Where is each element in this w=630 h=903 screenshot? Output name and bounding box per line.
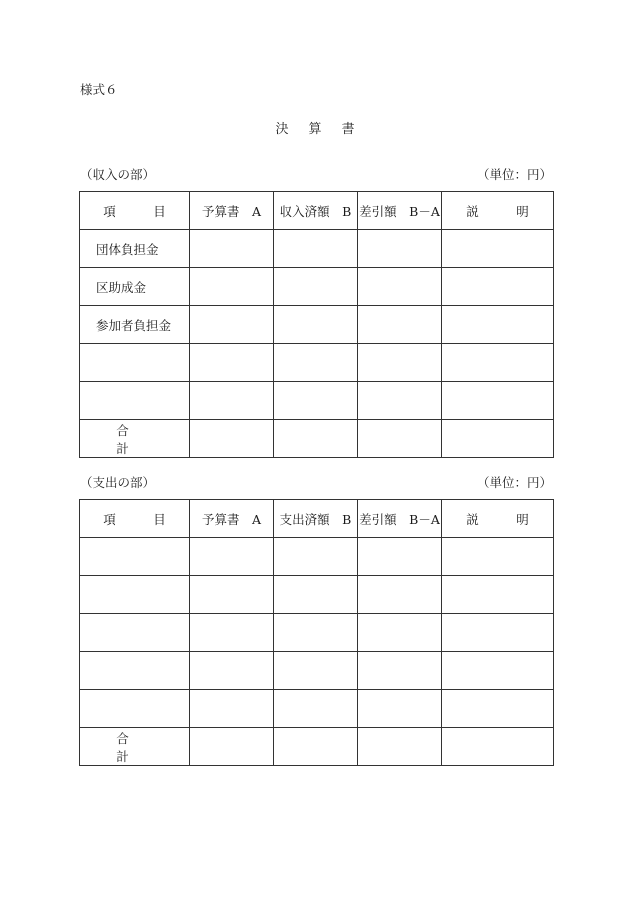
budget-cell[interactable]	[190, 690, 274, 728]
document-title: 決算書	[275, 122, 375, 137]
spent-cell[interactable]	[274, 576, 358, 614]
difference-cell[interactable]	[358, 268, 442, 306]
spent-cell[interactable]	[274, 690, 358, 728]
difference-cell[interactable]	[358, 690, 442, 728]
spent-total-cell[interactable]	[274, 728, 358, 766]
spent-cell[interactable]	[274, 652, 358, 690]
item-cell[interactable]	[80, 652, 190, 690]
budget-cell[interactable]	[190, 306, 274, 344]
budget-cell[interactable]	[190, 344, 274, 382]
item-cell[interactable]	[80, 576, 190, 614]
description-cell[interactable]	[442, 268, 554, 306]
difference-total-cell[interactable]	[358, 420, 442, 458]
item-cell[interactable]	[80, 614, 190, 652]
budget-cell[interactable]	[190, 268, 274, 306]
budget-total-cell[interactable]	[190, 420, 274, 458]
description-total-cell[interactable]	[442, 420, 554, 458]
item-cell[interactable]	[80, 382, 190, 420]
budget-total-cell[interactable]	[190, 728, 274, 766]
table-row	[80, 344, 554, 382]
table-row	[80, 230, 554, 268]
budget-cell[interactable]	[190, 230, 274, 268]
spent-cell[interactable]	[274, 614, 358, 652]
table-row	[80, 690, 554, 728]
table-row	[80, 576, 554, 614]
budget-cell[interactable]	[190, 652, 274, 690]
description-cell[interactable]	[442, 306, 554, 344]
description-cell[interactable]	[442, 344, 554, 382]
item-cell[interactable]	[80, 538, 190, 576]
income-header-row	[80, 192, 554, 230]
difference-cell[interactable]	[358, 652, 442, 690]
header-budget: 予算書 A	[190, 500, 274, 538]
difference-cell[interactable]	[358, 344, 442, 382]
header-item: 項 目	[80, 192, 190, 230]
description-cell[interactable]	[442, 652, 554, 690]
description-cell[interactable]	[442, 614, 554, 652]
difference-cell[interactable]	[358, 382, 442, 420]
received-cell[interactable]	[274, 382, 358, 420]
table-row	[80, 652, 554, 690]
income-table	[79, 191, 554, 458]
difference-total-cell[interactable]	[358, 728, 442, 766]
header-description: 説 明	[442, 192, 554, 230]
table-row	[80, 306, 554, 344]
description-cell[interactable]	[442, 382, 554, 420]
received-cell[interactable]	[274, 230, 358, 268]
budget-cell[interactable]	[190, 382, 274, 420]
description-cell[interactable]	[442, 690, 554, 728]
received-total-cell[interactable]	[274, 420, 358, 458]
table-row	[80, 382, 554, 420]
description-cell[interactable]	[442, 538, 554, 576]
item-cell[interactable]	[80, 690, 190, 728]
item-cell: 区助成金	[80, 268, 190, 306]
total-label: 合 計	[80, 728, 190, 766]
expense-table	[79, 499, 554, 766]
difference-cell[interactable]	[358, 538, 442, 576]
form-number: 様式６	[80, 82, 118, 97]
spent-cell[interactable]	[274, 538, 358, 576]
header-description: 説 明	[442, 500, 554, 538]
item-cell: 団体負担金	[80, 230, 190, 268]
received-cell[interactable]	[274, 306, 358, 344]
header-difference: 差引額 B－A	[358, 500, 442, 538]
description-cell[interactable]	[442, 230, 554, 268]
budget-cell[interactable]	[190, 576, 274, 614]
description-cell[interactable]	[442, 576, 554, 614]
difference-cell[interactable]	[358, 230, 442, 268]
table-row	[80, 538, 554, 576]
item-cell[interactable]	[80, 344, 190, 382]
total-row	[80, 420, 554, 458]
budget-cell[interactable]	[190, 614, 274, 652]
expense-header-row	[80, 500, 554, 538]
table-row	[80, 268, 554, 306]
header-spent: 支出済額 B	[274, 500, 358, 538]
budget-cell[interactable]	[190, 538, 274, 576]
header-received: 収入済額 B	[274, 192, 358, 230]
item-cell: 参加者負担金	[80, 306, 190, 344]
expense-unit-label: （単位：円）	[476, 475, 552, 490]
received-cell[interactable]	[274, 344, 358, 382]
income-unit-label: （単位：円）	[476, 167, 552, 182]
header-item: 項 目	[80, 500, 190, 538]
expense-section-label: （支出の部）	[80, 475, 156, 490]
difference-cell[interactable]	[358, 306, 442, 344]
difference-cell[interactable]	[358, 614, 442, 652]
income-section-label: （収入の部）	[80, 167, 156, 182]
header-budget: 予算書 A	[190, 192, 274, 230]
total-label: 合 計	[80, 420, 190, 458]
header-difference: 差引額 B－A	[358, 192, 442, 230]
received-cell[interactable]	[274, 268, 358, 306]
difference-cell[interactable]	[358, 576, 442, 614]
table-row	[80, 614, 554, 652]
description-total-cell[interactable]	[442, 728, 554, 766]
total-row	[80, 728, 554, 766]
